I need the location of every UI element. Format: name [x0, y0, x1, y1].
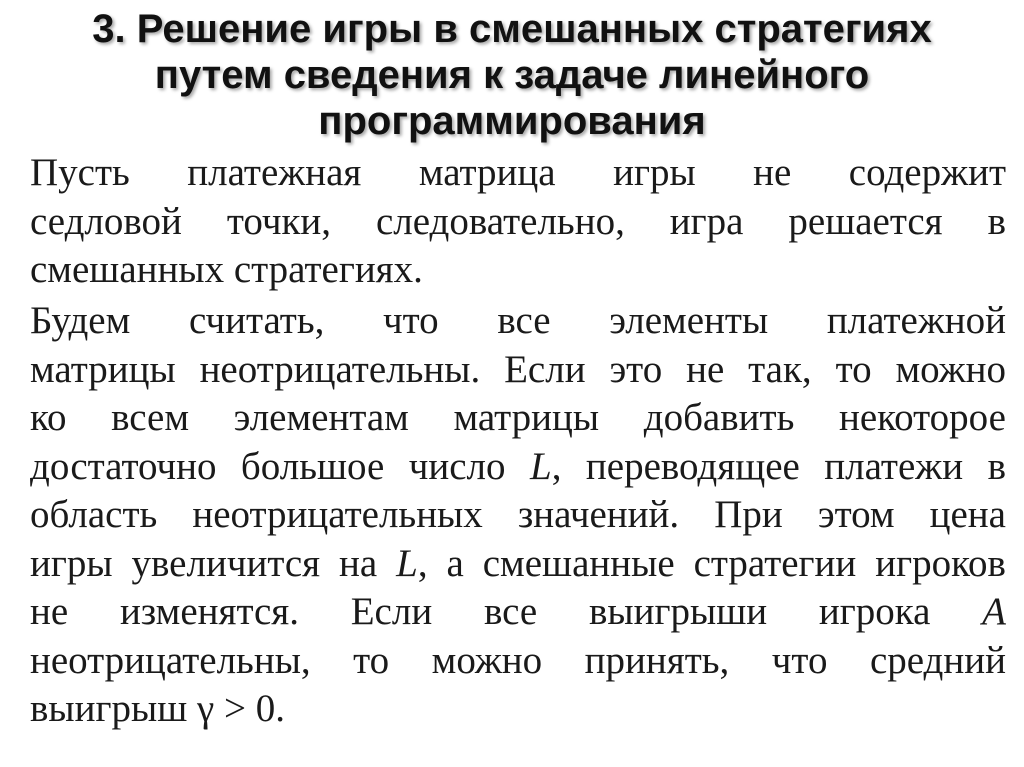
word: игроков — [875, 541, 1006, 585]
word: в — [987, 444, 1006, 488]
word: средний — [869, 638, 1006, 682]
word: платежи — [824, 444, 964, 488]
word: элементы — [609, 299, 769, 342]
word: увеличится — [131, 541, 321, 585]
word: так, — [748, 347, 812, 391]
word: принять, — [584, 638, 730, 682]
word: добавить — [643, 396, 795, 439]
word: все — [483, 590, 538, 633]
word: Пусть — [30, 151, 130, 194]
word: ко — [30, 396, 67, 439]
word: неотрицательны, — [30, 638, 311, 682]
word: Если — [350, 590, 433, 633]
word: платежная — [187, 151, 362, 194]
word: некоторое — [838, 396, 1006, 439]
text-line — [30, 394, 1006, 443]
word: на — [339, 541, 378, 585]
word: можно — [895, 347, 1006, 391]
slide-title — [20, 6, 1004, 144]
word: что — [383, 299, 439, 342]
word: При — [714, 493, 783, 536]
text-line: смешанных стратегиях. — [30, 248, 423, 291]
text-line — [30, 149, 1006, 198]
text-line — [30, 198, 1006, 247]
word: этом — [817, 493, 895, 536]
word: стратегии — [693, 541, 857, 585]
word: содержит — [848, 151, 1006, 194]
word: все — [497, 299, 551, 342]
word: элементам — [233, 396, 409, 439]
title-line: путем сведения к задаче линейного — [154, 53, 870, 97]
word: L, — [529, 444, 562, 488]
text-line — [30, 588, 1006, 637]
title-line: программирования — [318, 99, 706, 143]
word: следовательно, — [375, 199, 625, 243]
word: в — [987, 199, 1006, 243]
text-line — [30, 491, 1006, 540]
word: матрица — [418, 151, 556, 194]
word: игрока — [818, 590, 931, 633]
word: L, — [396, 541, 428, 585]
word: считать, — [188, 299, 325, 342]
text-line — [30, 346, 1006, 395]
word: игры — [613, 151, 696, 194]
word: область — [30, 493, 158, 536]
word: значений. — [517, 493, 680, 536]
word: всем — [111, 396, 190, 439]
word: переводящее — [585, 444, 800, 488]
word: Будем — [30, 299, 131, 342]
paragraph-saddle-point — [30, 149, 1006, 295]
word: A — [982, 590, 1006, 633]
text-line — [30, 297, 1006, 346]
word: это — [609, 347, 663, 391]
word: достаточно — [30, 444, 217, 488]
word: точки, — [226, 199, 332, 243]
word: не — [30, 590, 69, 633]
word: неотрицательных — [192, 493, 483, 536]
word: Если — [504, 347, 586, 391]
word: не — [753, 151, 792, 194]
text-line: выигрыш γ > 0. — [30, 687, 285, 730]
text-line — [30, 443, 1006, 492]
text-line — [30, 540, 1006, 589]
word: что — [771, 638, 828, 682]
word: седловой — [30, 199, 182, 243]
word: игра — [669, 199, 744, 243]
word: а — [446, 541, 464, 585]
word: решается — [788, 199, 943, 243]
word: матрицы — [30, 347, 176, 391]
word: цена — [929, 493, 1006, 536]
word: игры — [30, 541, 113, 585]
word: платежной — [826, 299, 1006, 342]
word: не — [686, 347, 725, 391]
word: матрицы — [453, 396, 600, 439]
word: то — [835, 347, 872, 391]
word: можно — [431, 638, 543, 682]
title-line: 3. Решение игры в смешанных стратегиях — [92, 7, 932, 51]
word: число — [408, 444, 506, 488]
word: выигрыши — [589, 590, 768, 633]
paragraph-nonnegative-matrix — [30, 297, 1006, 734]
word: то — [353, 638, 390, 682]
text-line — [30, 637, 1006, 686]
word: неотрицательны. — [199, 347, 481, 391]
word: изменятся. — [119, 590, 299, 633]
word: смешанные — [482, 541, 675, 585]
word: большое — [240, 444, 385, 488]
